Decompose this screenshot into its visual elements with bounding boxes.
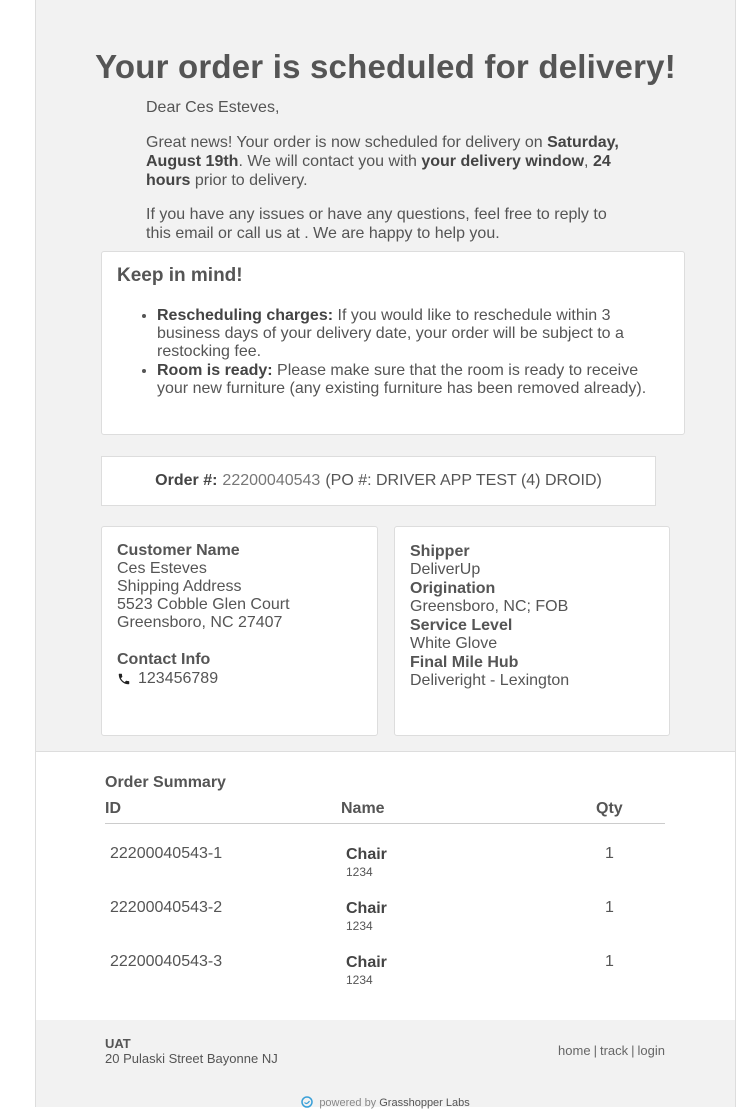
delivery-date: Saturday, August 19th: [146, 134, 619, 170]
home-link[interactable]: home: [558, 1043, 591, 1058]
list-item-label: Room is ready:: [157, 362, 273, 379]
service-level-label: Service Level: [410, 617, 513, 634]
shipment-card: [394, 526, 670, 736]
notice-phrase: 24 hours: [146, 153, 611, 189]
order-summary-title: Order Summary: [105, 774, 226, 791]
table-row: [105, 953, 665, 1003]
shipping-address-label: Shipping Address: [117, 578, 242, 595]
keep-in-mind-list: [117, 307, 667, 399]
customer-name: Ces Esteves: [117, 560, 207, 577]
login-link[interactable]: login: [637, 1043, 665, 1058]
order-number-label: Order #:: [155, 472, 218, 489]
grasshopper-labs-link[interactable]: Grasshopper Labs: [379, 1097, 470, 1109]
track-link[interactable]: track: [599, 1043, 629, 1058]
link-separator: |: [593, 1043, 597, 1058]
item-name: Chair: [346, 954, 387, 971]
column-header-qty: Qty: [596, 800, 623, 817]
customer-name-label: Customer Name: [117, 542, 240, 559]
phone-number: 123456789: [138, 670, 219, 687]
powered-by-text: powered by: [319, 1097, 377, 1109]
final-mile-hub-label: Final Mile Hub: [410, 654, 519, 671]
table-row: [105, 899, 665, 949]
greeting: [146, 98, 626, 117]
address-line-1: 5523 Cobble Glen Court: [117, 596, 290, 613]
shipper-label: Shipper: [410, 543, 470, 560]
item-name: Chair: [346, 900, 387, 917]
company-address: 20 Pulaski Street Bayonne NJ: [105, 1051, 278, 1066]
news-comma: ,: [584, 153, 593, 170]
item-sku: 1234: [346, 919, 373, 933]
news-suffix: prior to delivery.: [190, 172, 308, 189]
item-qty: 1: [605, 845, 614, 862]
origination-label: Origination: [410, 580, 496, 597]
page-title: Your order is scheduled for delivery!: [95, 48, 676, 85]
item-sku: 1234: [346, 973, 373, 987]
issues-text: If you have any issues or have any questions, feel free to reply to this email or call us at . We are happy to help you.: [146, 206, 607, 242]
list-item: [157, 307, 667, 361]
delivery-window-phrase: your delivery window: [421, 153, 585, 170]
item-sku: 1234: [346, 865, 373, 879]
greeting-text: Dear Ces Esteves,: [146, 99, 280, 116]
item-name: Chair: [346, 846, 387, 863]
order-number: 22200040543: [222, 472, 321, 489]
keep-in-mind-box: [101, 251, 685, 435]
list-item: [157, 362, 667, 398]
service-level-value: White Glove: [410, 635, 498, 652]
email-page: [35, 0, 736, 1107]
item-id: 22200040543-1: [110, 845, 223, 862]
origination-value: Greensboro, NC; FOB: [410, 598, 569, 615]
table-header: [105, 800, 665, 824]
order-number-box: [101, 456, 656, 506]
news-mid: . We will contact you with: [238, 153, 422, 170]
powered-by: [36, 1096, 735, 1109]
po-number: (PO #: DRIVER APP TEST (4) DROID): [325, 472, 602, 489]
grasshopper-logo-icon: [301, 1096, 313, 1108]
column-header-name: Name: [341, 800, 385, 817]
phone-icon: [117, 672, 131, 686]
footer-links: [558, 1043, 665, 1058]
list-item-label: Rescheduling charges:: [157, 307, 334, 324]
list-item-text: If you would like to reschedule within 3 business days of your delivery date, your order will be subject to a restocking fee.: [157, 307, 624, 360]
issues-message: [146, 205, 626, 243]
company-name: UAT: [105, 1036, 131, 1051]
news-prefix: Great news! Your order is now scheduled for delivery on: [146, 134, 548, 151]
footer: [36, 1020, 735, 1107]
contact-info-label: Contact Info: [117, 651, 211, 668]
address-line-2: Greensboro, NC 27407: [117, 614, 283, 631]
item-id: 22200040543-3: [110, 953, 223, 970]
delivery-message-text: [146, 133, 626, 190]
item-qty: 1: [605, 953, 614, 970]
item-qty: 1: [605, 899, 614, 916]
keep-in-mind-title: Keep in mind!: [117, 265, 243, 286]
link-separator: |: [631, 1043, 635, 1058]
shipper-value: DeliverUp: [410, 561, 481, 578]
customer-card: [101, 526, 378, 736]
delivery-message: [146, 133, 626, 190]
table-row: [105, 845, 665, 895]
column-header-id: ID: [105, 800, 121, 817]
item-id: 22200040543-2: [110, 899, 223, 916]
final-mile-hub-value: Deliveright - Lexington: [410, 672, 570, 689]
order-summary: [36, 751, 735, 1020]
list-item-text: Please make sure that the room is ready to receive your new furniture (any existing furniture has been removed already).: [157, 362, 647, 397]
phone-row: [117, 670, 362, 688]
